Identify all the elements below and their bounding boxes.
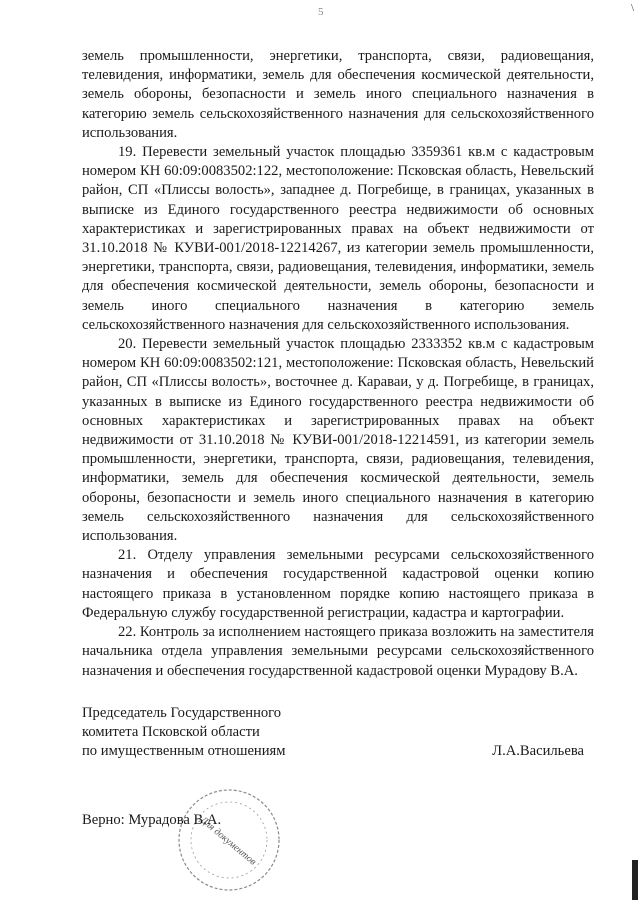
certification-line: Верно: Мурадова В.А.	[82, 812, 222, 828]
scan-edge-mark	[632, 860, 638, 900]
signatory-position-line-3: по имущественным отношениям	[82, 743, 286, 759]
corner-mark: \	[630, 2, 634, 14]
signatory-position-line-1: Председатель Государственного	[82, 705, 282, 721]
page-number: 5	[318, 6, 324, 18]
paragraph-19: 19. Перевести земельный участок площадью 3359361 кв.м с кадастровым номером КН 60:09:0083502:122, местоположение: Псковская область, Невельский район, СП «Плиссы волость», западнее д. Погребище, в границах, указанных в выписке из Единого государственного реестра недвижимости об основных характеристиках и зарегистрированных правах на объект недвижимости от 31.10.2018 № КУВИ-001/2018-12214267, из категории земель промышленности, энергетики, транспорта, связи, радиовещания, телевидения, информатики, земель для обеспечения космической деятельности, земель обороны, безопасности и земель иного специального назначения в категорию земель сельскохозяйственного назначения для сельскохозяйственного использования.	[82, 144, 594, 333]
paragraph-20: 20. Перевести земельный участок площадью 2333352 кв.м с кадастровым номером КН 60:09:0083502:121, местоположение: Псковская область, Невельский район, СП «Плиссы волость», восточнее д. Караваи, у д. Погребище, в границах, указанных в выписке из Единого государственного реестра недвижимости об основных характеристиках и зарегистрированных правах на объект недвижимости от 31.10.2018 № КУВИ-001/2018-12214591, из категории земель промышленности, энергетики, транспорта, связи, радиовещания, телевидения, информатики, земель для обеспечения космической деятельности, земель обороны, безопасности и земель иного специального назначения в категорию земель сельскохозяйственного назначения для сельскохозяйственного использования.	[82, 336, 594, 545]
signatory-name: Л.А.Васильева	[492, 743, 584, 759]
paragraph-21: 21. Отделу управления земельными ресурсами сельскохозяйственного назначения и обеспечения государственной кадастровой оценки копию настоящего приказа в установленном порядке копию настоящего приказа в Федеральную службу государственной регистрации, кадастра и картографии.	[82, 547, 594, 621]
stamp-text: Для документов	[198, 814, 259, 868]
signature-block	[82, 704, 602, 761]
paragraph-22: 22. Контроль за исполнением настоящего приказа возложить на заместителя начальника отдела управления земельными ресурсами сельскохозяйственного назначения и обеспечения государственной кадастровой оценки Мурадову В.А.	[82, 624, 594, 679]
signatory-position-line-2: комитета Псковской области	[82, 724, 260, 740]
paragraph-continuation: земель промышленности, энергетики, транспорта, связи, радиовещания, телевидения, информатики, земель для обеспечения космической деятельности, земель обороны, безопасности и земель иного специального назначения в категорию земель сельскохозяйственного назначения для сельскохозяйственного использования.	[82, 48, 594, 141]
document-body	[82, 47, 594, 681]
official-stamp	[172, 786, 287, 894]
